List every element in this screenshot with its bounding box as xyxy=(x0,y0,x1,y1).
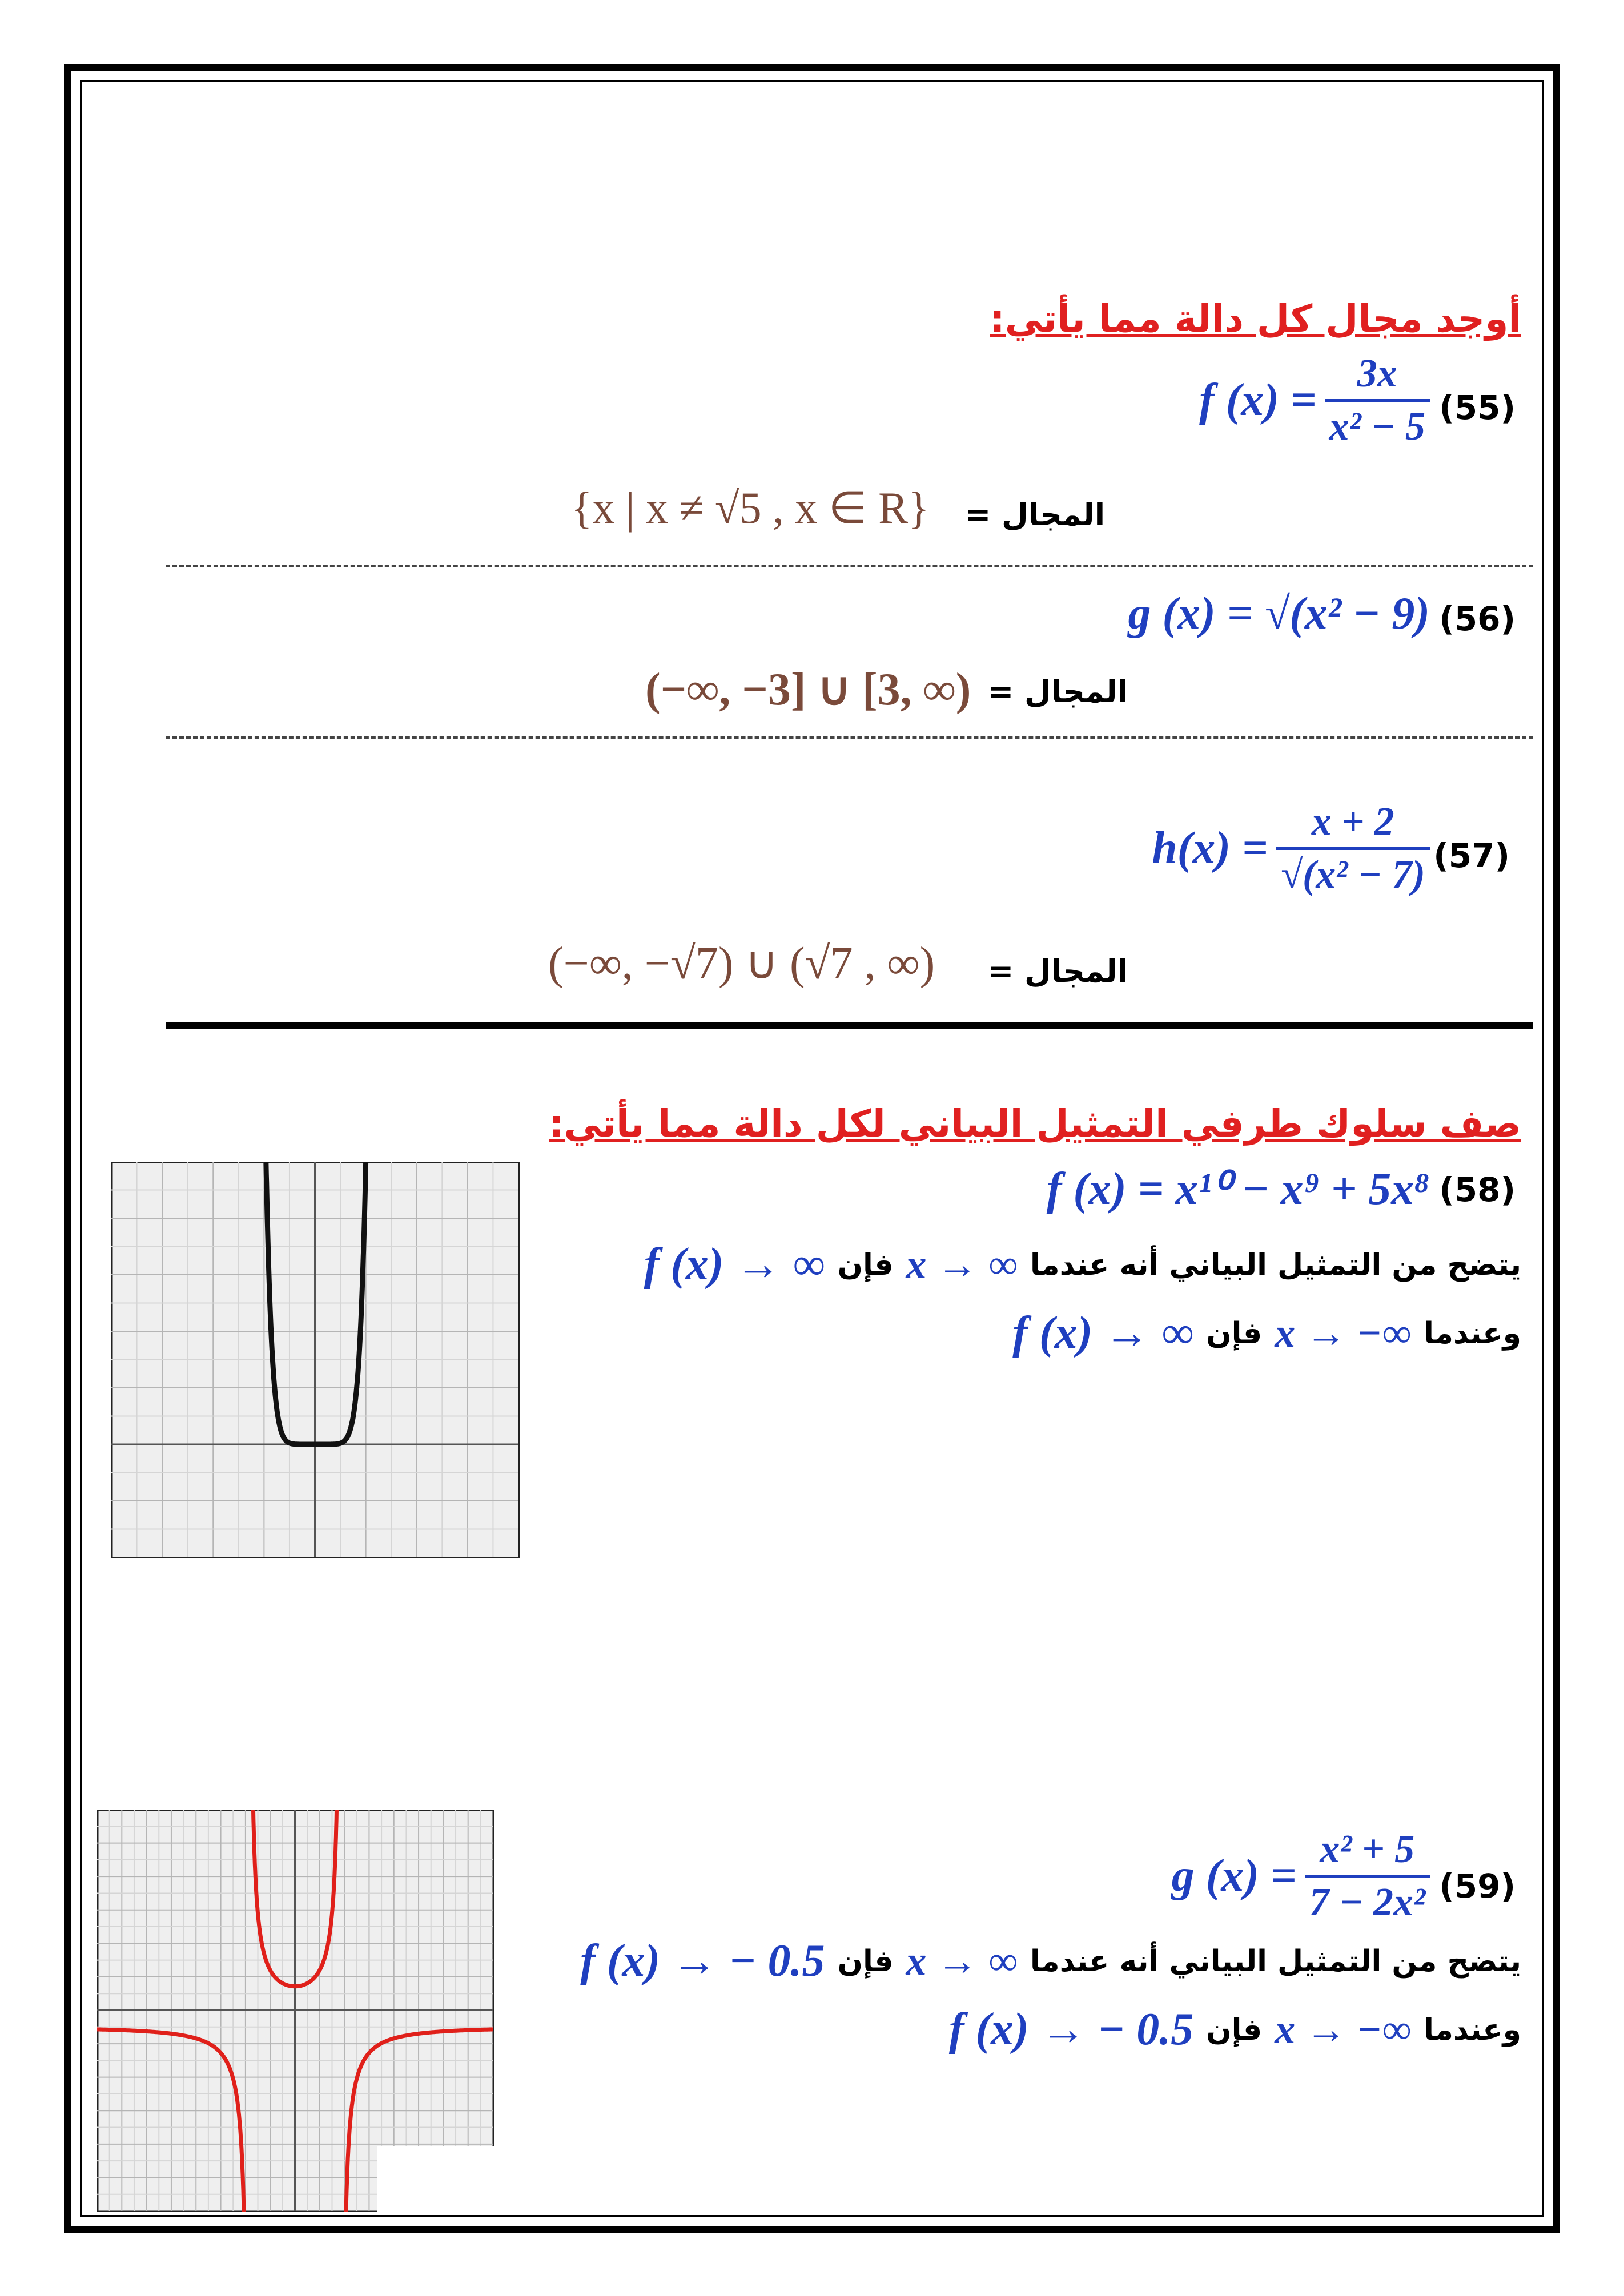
problem-59-fraction xyxy=(1305,1827,1430,1926)
problem-55-number: (55) xyxy=(1439,388,1516,427)
problem-59-line1 xyxy=(580,1935,1521,1987)
section2-heading: صف سلوك طرفي التمثيل البياني لكل دالة مما يأتي: xyxy=(549,1102,1521,1146)
problem-55-domain-label: المجال = xyxy=(965,497,1106,533)
problem-57-domain-label: المجال = xyxy=(988,953,1128,989)
problem-55-denominator: x² − 5 xyxy=(1325,399,1430,450)
problem-58-line2-text: وعندما xyxy=(1424,1316,1521,1351)
problem-59-line1-fa: فإن xyxy=(837,1944,894,1979)
problem-59-number: (59) xyxy=(1439,1867,1516,1906)
problem-55-domain: {x | x ≠ √5 , x ∈ R} xyxy=(571,483,930,533)
problem-56-number: (56) xyxy=(1439,599,1516,638)
problem-59-denominator: 7 − 2x² xyxy=(1305,1875,1430,1926)
problem-55-numerator: 3x xyxy=(1357,352,1397,396)
problem-59-line1-x: x → ∞ xyxy=(906,1938,1018,1984)
problem-58-line2-f: f (x) → ∞ xyxy=(1012,1308,1194,1358)
problem-55-fname: f (x) = xyxy=(1199,375,1317,425)
section-divider xyxy=(166,1022,1533,1029)
problem-57-fraction xyxy=(1276,799,1430,898)
problem-57-number: (57) xyxy=(1433,836,1510,875)
problem-59-line1-f: f (x) → − 0.5 xyxy=(580,1936,825,1986)
problem-59-expression xyxy=(1172,1827,1430,1926)
graph-59-white-patch xyxy=(377,2146,494,2212)
problem-57-domain: (−∞, −√7) ∪ (√7 , ∞) xyxy=(548,938,935,989)
problem-58-line1-x: x → ∞ xyxy=(906,1242,1018,1287)
problem-58-line1-text: يتضح من التمثيل البياني أنه عندما xyxy=(1030,1247,1521,1282)
problem-56-domain-label: المجال = xyxy=(988,674,1128,710)
problem-58-line2 xyxy=(1012,1307,1521,1359)
problem-57-numerator: x + 2 xyxy=(1311,800,1394,844)
problem-59-line2-fa: فإن xyxy=(1206,2012,1263,2047)
problem-57-expression xyxy=(1152,799,1430,898)
problem-59-numerator: x² + 5 xyxy=(1320,1827,1415,1871)
graph-58 xyxy=(111,1162,520,1558)
problem-58-expression: f (x) = x¹⁰ − x⁹ + 5x⁸ xyxy=(1046,1164,1430,1214)
problem-58-line1-fa: فإن xyxy=(837,1247,894,1282)
problem-55-expression xyxy=(1199,351,1430,450)
problem-59-line1-text: يتضح من التمثيل البياني أنه عندما xyxy=(1030,1944,1521,1979)
problem-56-expression: g (x) = √(x² − 9) xyxy=(1128,589,1430,639)
section1-heading: أوجد مجال كل دالة مما يأتي: xyxy=(990,297,1521,341)
problem-58-number: (58) xyxy=(1439,1170,1516,1209)
graph-59 xyxy=(97,1810,494,2212)
problem-58-line1 xyxy=(644,1239,1521,1291)
problem-59-line2 xyxy=(949,2004,1521,2056)
problem-55-fraction xyxy=(1325,351,1430,450)
problem-57-fname: h(x) = xyxy=(1152,823,1268,873)
problem-59-line2-text: وعندما xyxy=(1424,2012,1521,2047)
problem-57-denominator: √(x² − 7) xyxy=(1276,847,1430,898)
problem-59-fname: g (x) = xyxy=(1171,1851,1297,1901)
problem-58-line1-f: f (x) → ∞ xyxy=(644,1239,825,1290)
problem-59-line2-x: x → −∞ xyxy=(1275,2007,1412,2052)
divider-dashed-2 xyxy=(166,736,1533,739)
problem-56-domain: (−∞, −3] ∪ [3, ∞) xyxy=(645,664,971,715)
problem-58-line2-x: x → −∞ xyxy=(1275,1310,1412,1356)
problem-58-line2-fa: فإن xyxy=(1206,1316,1263,1351)
divider-dashed-1 xyxy=(166,565,1533,567)
problem-59-line2-f: f (x) → − 0.5 xyxy=(948,2004,1194,2055)
